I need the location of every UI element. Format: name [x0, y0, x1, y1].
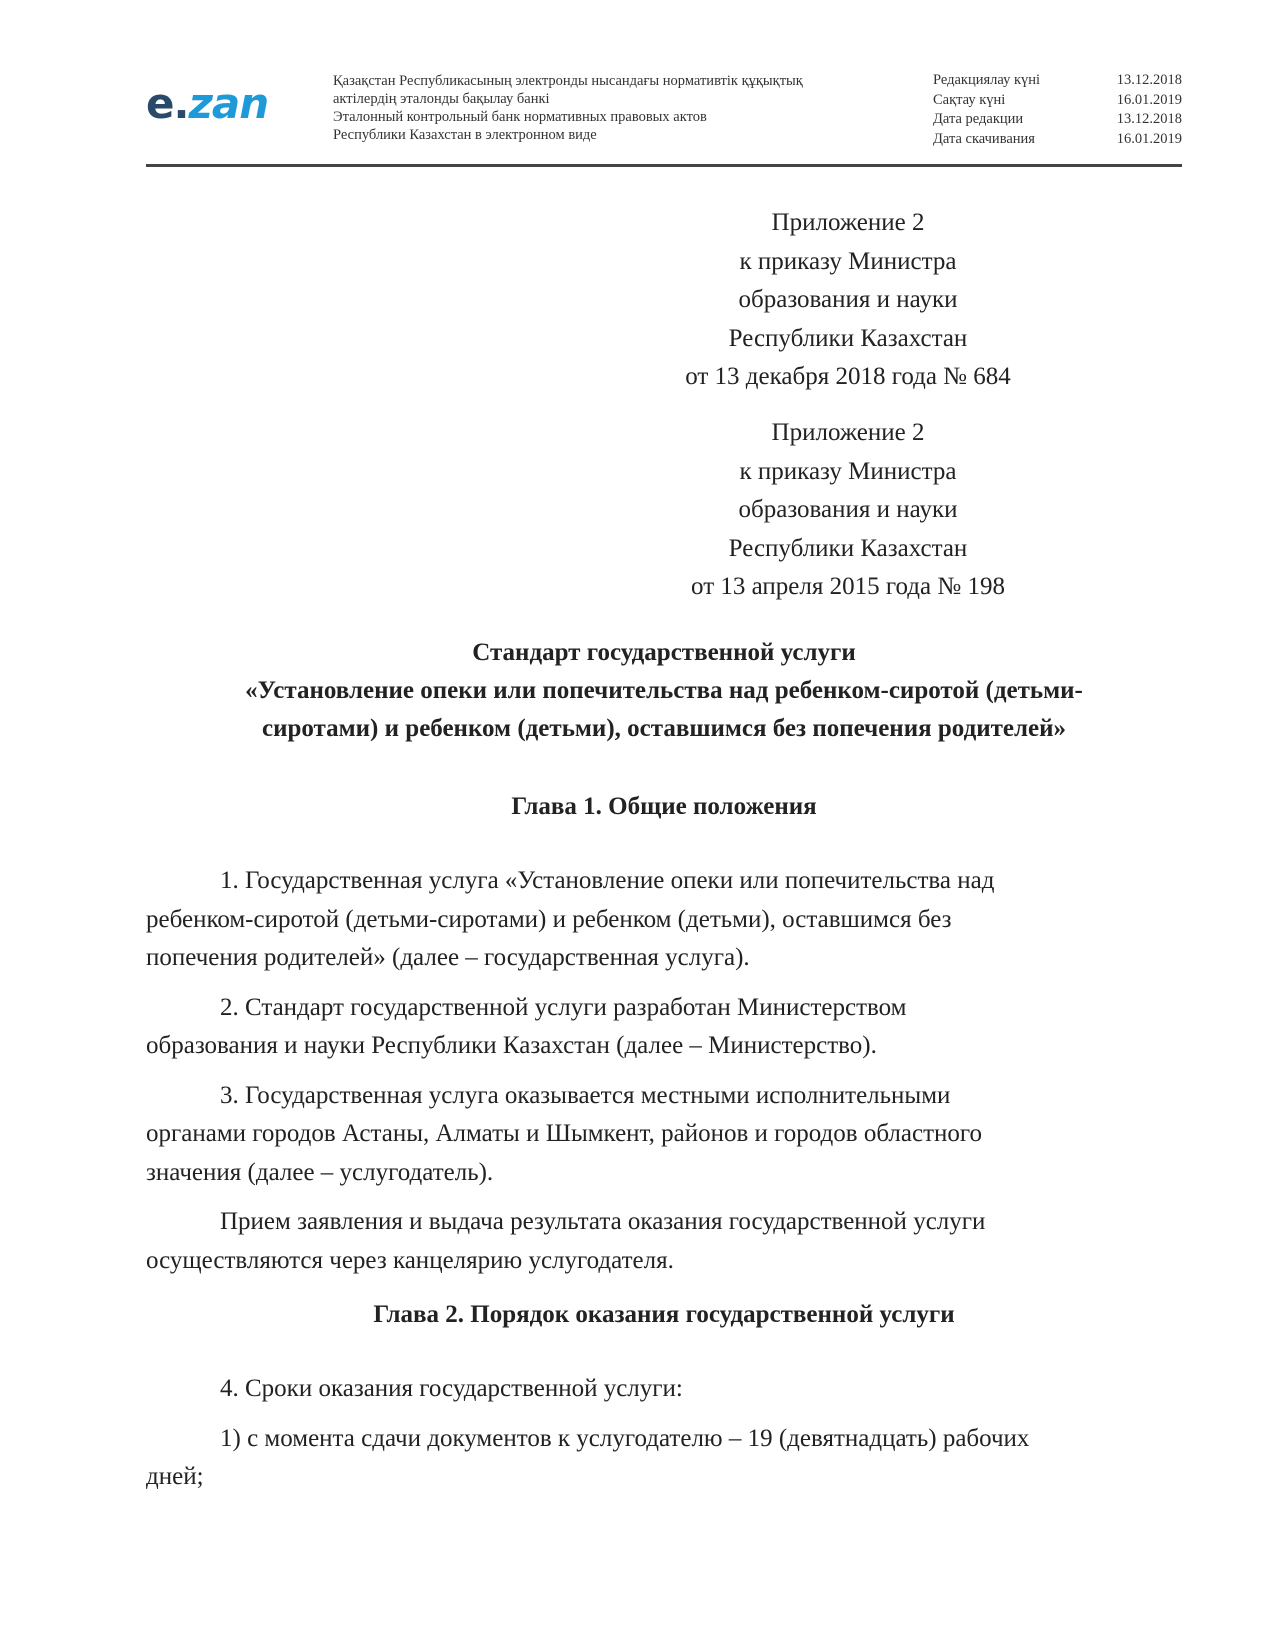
paragraph — [146, 1370, 1182, 1409]
meta-row — [933, 91, 1182, 111]
appendix-line: Республики Казахстан — [728, 324, 968, 352]
appendix-line: от 13 декабря 2018 года № 684 — [685, 363, 1011, 390]
meta-row — [933, 110, 1182, 130]
appendix-line: образования и науки — [738, 286, 958, 313]
appendix-line: к приказу Министра — [739, 457, 957, 485]
paragraph-line: значения (далее – услугодатель). — [146, 1158, 494, 1186]
paragraph-line: образования и науки Республики Казахстан (далее – Министерство). — [146, 1032, 877, 1059]
appendix-line: Приложение 2 — [771, 209, 925, 236]
meta-label: Редакциялау күні — [933, 72, 1041, 88]
meta-row — [933, 71, 1182, 91]
meta-row — [933, 130, 1182, 150]
meta-value: 13.12.2018 — [1116, 111, 1182, 127]
paragraph-line: органами городов Астаны, Алматы и Шымкент, районов и городов областного — [146, 1120, 983, 1147]
meta-label: Дата скачивания — [933, 130, 1035, 147]
paragraph-line: 1. Государственная услуга «Установление опеки или попечительства над — [220, 867, 995, 894]
chapter-1-body — [146, 862, 1182, 1291]
document-title — [146, 634, 1182, 748]
header-description — [333, 72, 893, 144]
appendix-block-current — [578, 204, 1118, 397]
meta-value: 16.01.2019 — [1116, 130, 1182, 147]
paragraph-line: 4. Сроки оказания государственной услуги: — [220, 1375, 683, 1402]
paragraph-line: попечения родителей» (далее – государственная услуга). — [146, 944, 750, 971]
header-text-line: Эталонный контрольный банк нормативных правовых актов — [333, 109, 707, 125]
meta-label: Дата редакции — [933, 111, 1024, 127]
appendix-line: Приложение 2 — [771, 419, 925, 446]
header-text-line: Республики Казахстан в электронном виде — [333, 127, 597, 143]
ezan-logo — [146, 80, 268, 128]
header-meta — [933, 71, 1182, 149]
appendix-line: Республики Казахстан — [728, 534, 968, 562]
paragraph-line: 1) с момента сдачи документов к услугодателю – 19 (девятнадцать) рабочих — [220, 1424, 1030, 1452]
appendix-line: образования и науки — [738, 496, 958, 523]
paragraph-line: осуществляются через канцелярию услугодателя. — [146, 1246, 674, 1274]
header-text-line: актілердің эталонды бақылау банкі — [333, 91, 550, 107]
paragraph-line: Прием заявления и выдача результата оказания государственной услуги — [220, 1208, 986, 1235]
appendix-line: от 13 апреля 2015 года № 198 — [691, 573, 1005, 600]
paragraph-line: ребенком-сиротой (детьми-сиротами) и ребенком (детьми), оставшимся без — [146, 905, 952, 933]
logo-part-2: zan — [188, 79, 269, 128]
chapter-2-heading: Глава 2. Порядок оказания государственной услуги — [373, 1301, 955, 1328]
paragraph — [146, 989, 1182, 1066]
paragraph — [146, 1203, 1182, 1280]
header-text-line: Қазақстан Республикасының электронды нысандағы нормативтік құқықтық — [333, 73, 803, 89]
paragraph-line: 3. Государственная услуга оказывается местными исполнительными — [220, 1081, 951, 1109]
document-header — [146, 66, 1182, 164]
appendix-block-original — [578, 414, 1118, 607]
chapter-2-body — [146, 1370, 1182, 1508]
meta-value: 16.01.2019 — [1116, 91, 1182, 108]
appendix-line: к приказу Министра — [739, 247, 957, 275]
paragraph — [146, 1420, 1182, 1497]
logo-part-1: e. — [146, 79, 189, 128]
title-line: Стандарт государственной услуги — [472, 639, 856, 666]
paragraph — [146, 1077, 1182, 1193]
header-divider — [146, 164, 1182, 167]
paragraph — [146, 862, 1182, 978]
title-line: сиротами) и ребенком (детьми), оставшимся без попечения родителей» — [261, 715, 1067, 742]
meta-value: 13.12.2018 — [1116, 72, 1182, 88]
paragraph-line: дней; — [146, 1463, 204, 1490]
meta-label: Сақтау күні — [933, 91, 1006, 108]
title-line: «Установление опеки или попечительства над ребенком-сиротой (детьми- — [245, 677, 1083, 704]
paragraph-line: 2. Стандарт государственной услуги разработан Министерством — [220, 993, 907, 1021]
chapter-1-heading: Глава 1. Общие положения — [511, 793, 817, 820]
